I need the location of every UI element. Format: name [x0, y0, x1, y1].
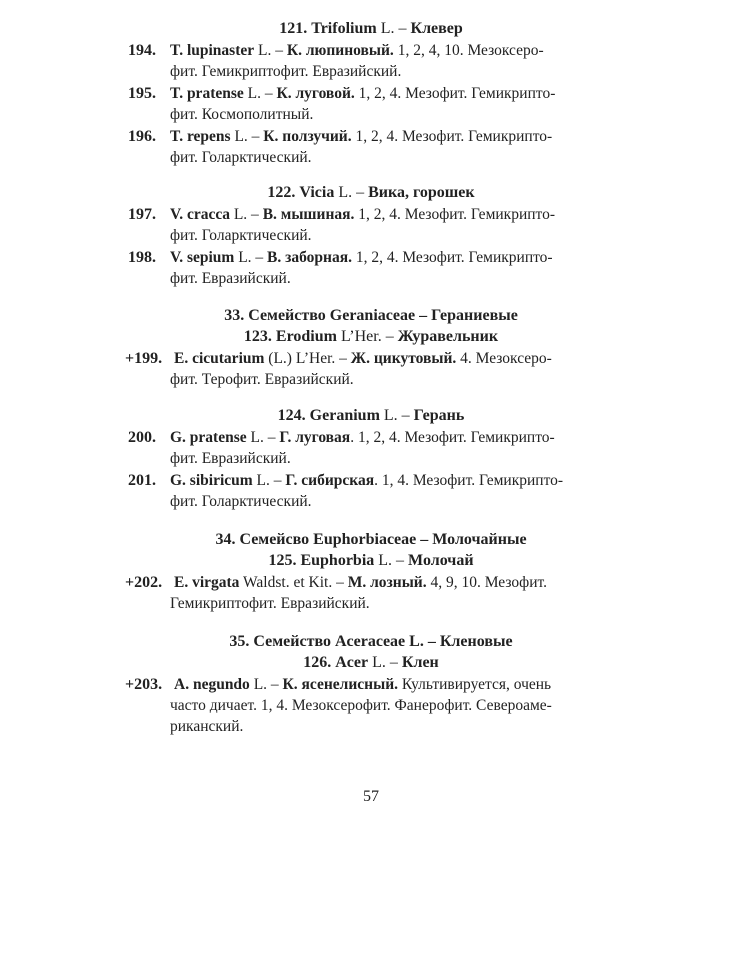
- species-author: (L.) L’Her. –: [264, 350, 351, 367]
- species-description: 1, 2, 4, 10. Мезоксеро-: [393, 42, 544, 59]
- species-description-continued: Гемикриптофит. Евразийский.: [170, 595, 370, 612]
- species-entry-199: [125, 348, 623, 390]
- species-latin-name: V. sepium: [170, 249, 235, 266]
- genus-author: L. –: [334, 184, 369, 201]
- species-latin-name: A. negundo: [174, 676, 250, 693]
- species-entry-194: [128, 40, 623, 82]
- species-number: 196.: [128, 128, 156, 145]
- species-number: 195.: [128, 85, 156, 102]
- species-number: 198.: [128, 249, 156, 266]
- species-entry-203: [125, 674, 623, 737]
- species-author: Waldst. et Kit. –: [239, 574, 348, 591]
- species-russian-name: К. ползучий.: [263, 128, 352, 145]
- species-latin-name: E. virgata: [174, 574, 240, 591]
- species-description-continued: фит. Терофит. Евразийский.: [170, 371, 354, 388]
- family-heading-aceraceae: 35. Семейство Aceraceae L. – Кленовые: [229, 633, 513, 650]
- species-entry-200: [128, 427, 623, 469]
- genus-author: L’Her. –: [336, 328, 398, 345]
- genus-russian-name: Герань: [413, 407, 465, 424]
- genus-russian-name: Клен: [401, 654, 439, 671]
- species-description: 4. Мезоксеро-: [456, 350, 552, 367]
- species-description: . 1, 2, 4. Мезофит. Гемикрипто-: [350, 429, 555, 446]
- genus-author: L. –: [379, 407, 414, 424]
- species-number: +203.: [125, 676, 163, 693]
- genus-heading-geranium: [0, 406, 742, 426]
- genus-latin-name: Euphorbia: [300, 552, 375, 569]
- species-russian-name: Г. луговая: [279, 429, 351, 446]
- species-description: 1, 2, 4. Мезофит. Гемикрипто-: [354, 85, 556, 102]
- species-description-continued: фит. Голарктический.: [170, 149, 312, 166]
- genus-russian-name: Вика, горошек: [368, 184, 475, 201]
- genus-heading-acer: [0, 653, 742, 673]
- species-description: 1, 2, 4. Мезофит. Гемикрипто-: [351, 128, 553, 145]
- species-description-continued: риканский.: [170, 718, 244, 735]
- species-description: 1, 2, 4. Мезофит. Гемикрипто-: [351, 249, 553, 266]
- genus-heading-euphorbia: [0, 551, 742, 571]
- species-description: 4, 9, 10. Мезофит.: [426, 574, 547, 591]
- species-author: L. –: [249, 676, 283, 693]
- species-description-continued: фит. Голарктический.: [170, 227, 312, 244]
- genus-heading-erodium: [0, 327, 742, 347]
- species-latin-name: E. cicutarium: [174, 350, 265, 367]
- species-author: L. –: [229, 206, 263, 223]
- species-author: L. –: [230, 128, 264, 145]
- genus-author: L. –: [368, 654, 402, 671]
- species-description-continued: фит. Евразийский.: [170, 450, 291, 467]
- genus-heading-vicia: [0, 183, 742, 203]
- species-entry-195: [128, 83, 623, 125]
- species-entry-198: [128, 247, 623, 289]
- species-description-continued: фит. Евразийский.: [170, 270, 291, 287]
- species-number: 194.: [128, 42, 156, 59]
- species-russian-name: К. луговой.: [276, 85, 355, 102]
- species-number: +199.: [125, 350, 163, 367]
- species-russian-name: К. ясенелисный.: [282, 676, 399, 693]
- species-author: L. –: [234, 249, 268, 266]
- genus-number: 123.: [243, 328, 272, 345]
- species-latin-name: T. lupinaster: [170, 42, 255, 59]
- species-description-continued: фит. Голарктический.: [170, 493, 312, 510]
- species-description-continued: часто дичает. 1, 4. Мезоксерофит. Фанерофит. Североаме-: [170, 697, 552, 714]
- page-number: 57: [363, 788, 379, 805]
- genus-russian-name: Клевер: [410, 20, 463, 37]
- family-heading-geraniaceae: 33. Семейство Geraniaceae – Гераниевые: [224, 307, 518, 324]
- species-description: Культивируется, очень: [398, 676, 552, 693]
- species-russian-name: В. заборная.: [267, 249, 352, 266]
- species-description: 1, 2, 4. Мезофит. Гемикрипто-: [354, 206, 556, 223]
- species-latin-name: T. pratense: [170, 85, 244, 102]
- species-author: L. –: [254, 42, 287, 59]
- species-number: 200.: [128, 429, 156, 446]
- genus-russian-name: Молочай: [408, 552, 474, 569]
- species-entry-197: [128, 204, 623, 246]
- genus-number: 121.: [279, 20, 308, 37]
- species-entry-201: [128, 470, 623, 512]
- genus-latin-name: Geranium: [309, 407, 380, 424]
- species-latin-name: G. sibiricum: [170, 472, 253, 489]
- species-author: L. –: [243, 85, 277, 102]
- genus-number: 126.: [303, 654, 332, 671]
- species-entry-202: [125, 572, 623, 614]
- species-description: . 1, 4. Мезофит. Гемикрипто-: [374, 472, 564, 489]
- species-entry-196: [128, 126, 623, 168]
- species-author: L. –: [246, 429, 280, 446]
- genus-latin-name: Trifolium: [311, 20, 377, 37]
- species-number: 201.: [128, 472, 156, 489]
- genus-latin-name: Acer: [335, 654, 369, 671]
- genus-author: L. –: [374, 552, 409, 569]
- genus-latin-name: Vicia: [299, 184, 335, 201]
- genus-number: 122.: [267, 184, 296, 201]
- species-number: +202.: [125, 574, 163, 591]
- species-description-continued: фит. Космополитный.: [170, 106, 314, 123]
- genus-number: 124.: [277, 407, 306, 424]
- species-author: L. –: [252, 472, 286, 489]
- family-heading-euphorbiaceae: 34. Семейсво Euphorbiaceae – Молочайные: [215, 531, 527, 548]
- species-latin-name: V. cracca: [170, 206, 230, 223]
- genus-russian-name: Журавельник: [397, 328, 499, 345]
- species-russian-name: Г. сибирская: [285, 472, 375, 489]
- species-number: 197.: [128, 206, 156, 223]
- genus-heading-trifolium: [0, 19, 742, 39]
- species-latin-name: T. repens: [170, 128, 231, 145]
- species-russian-name: К. люпиновый.: [286, 42, 394, 59]
- species-latin-name: G. pratense: [170, 429, 247, 446]
- species-description-continued: фит. Гемикриптофит. Евразийский.: [170, 63, 402, 80]
- genus-author: L. –: [376, 20, 411, 37]
- genus-latin-name: Erodium: [275, 328, 337, 345]
- genus-number: 125.: [268, 552, 297, 569]
- species-russian-name: М. лозный.: [347, 574, 427, 591]
- species-russian-name: В. мышиная.: [262, 206, 355, 223]
- species-russian-name: Ж. цикутовый.: [350, 350, 457, 367]
